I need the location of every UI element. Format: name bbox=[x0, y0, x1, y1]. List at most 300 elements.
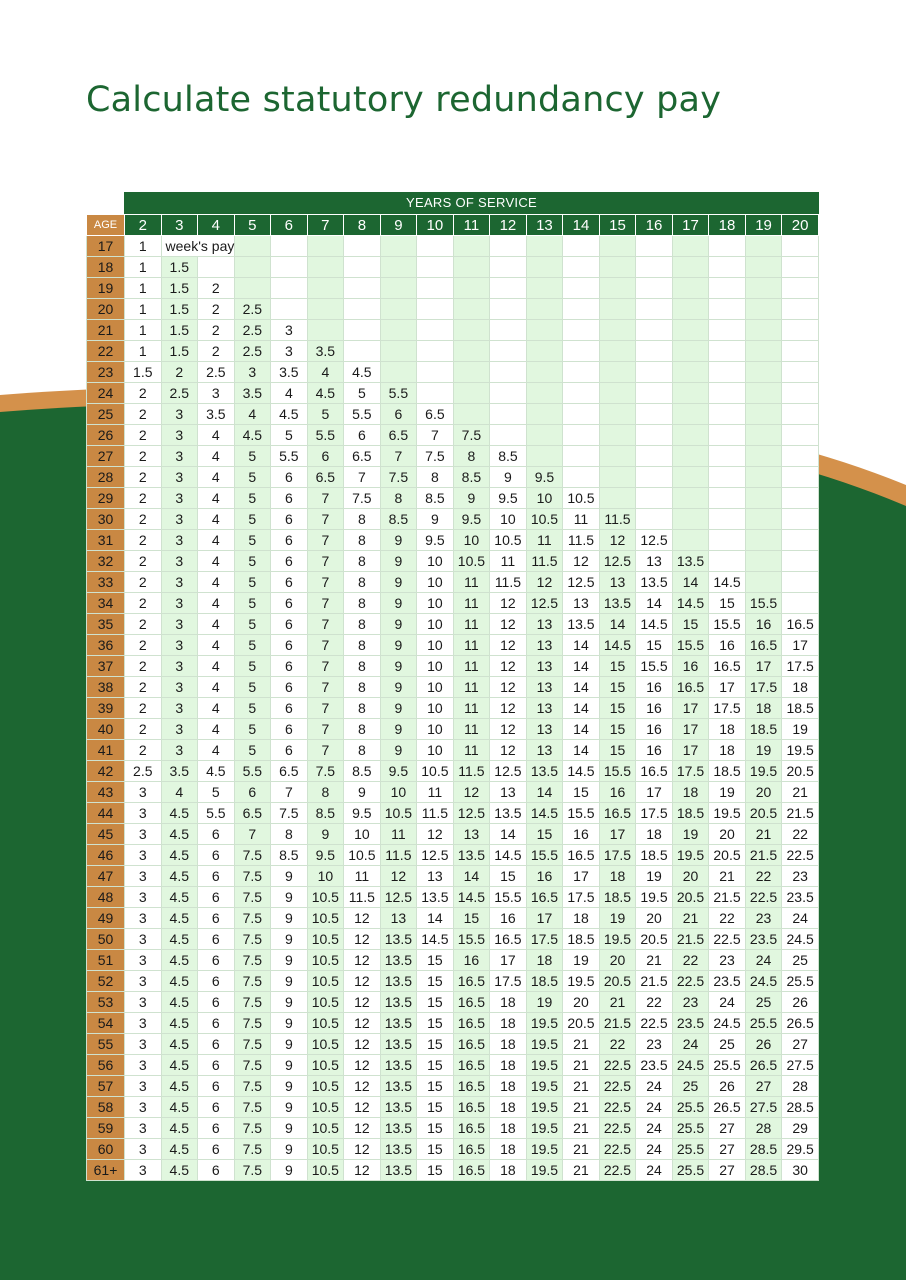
value-cell: 15.5 bbox=[563, 803, 600, 824]
value-cell: 21 bbox=[672, 908, 709, 929]
value-cell: 13 bbox=[380, 908, 417, 929]
age-cell: 47 bbox=[87, 866, 125, 887]
year-header: 20 bbox=[782, 215, 819, 236]
value-cell: 9 bbox=[307, 824, 344, 845]
value-cell: 22.5 bbox=[599, 1160, 636, 1181]
value-cell bbox=[672, 509, 709, 530]
value-cell: 28 bbox=[745, 1118, 782, 1139]
value-cell bbox=[563, 341, 600, 362]
value-cell: 4 bbox=[198, 698, 235, 719]
value-cell: 17.5 bbox=[526, 929, 563, 950]
age-cell: 20 bbox=[87, 299, 125, 320]
value-cell: 13 bbox=[490, 782, 527, 803]
value-cell: 14 bbox=[453, 866, 490, 887]
value-cell: 20.5 bbox=[745, 803, 782, 824]
value-cell bbox=[380, 320, 417, 341]
value-cell: 3 bbox=[161, 530, 198, 551]
value-cell: 23 bbox=[709, 950, 746, 971]
value-cell: 5 bbox=[234, 572, 271, 593]
value-cell: 2 bbox=[198, 320, 235, 341]
value-cell: 2.5 bbox=[234, 320, 271, 341]
value-cell: 21 bbox=[563, 1055, 600, 1076]
value-cell: 17 bbox=[672, 740, 709, 761]
value-cell: 13.5 bbox=[380, 950, 417, 971]
value-cell: 1.5 bbox=[161, 257, 198, 278]
value-cell: 5 bbox=[234, 614, 271, 635]
value-cell: 12 bbox=[417, 824, 454, 845]
value-cell: 26.5 bbox=[745, 1055, 782, 1076]
value-cell bbox=[490, 341, 527, 362]
table-row bbox=[87, 992, 819, 1013]
value-cell: 19 bbox=[526, 992, 563, 1013]
value-cell: 12 bbox=[490, 593, 527, 614]
table-row bbox=[87, 551, 819, 572]
value-cell: 4 bbox=[234, 404, 271, 425]
age-cell: 38 bbox=[87, 677, 125, 698]
value-cell: 17 bbox=[672, 719, 709, 740]
value-cell bbox=[599, 299, 636, 320]
value-cell bbox=[745, 446, 782, 467]
value-cell: 8 bbox=[344, 635, 381, 656]
value-cell: 10 bbox=[417, 677, 454, 698]
value-cell: 13 bbox=[526, 635, 563, 656]
value-cell bbox=[709, 404, 746, 425]
value-cell bbox=[672, 236, 709, 257]
value-cell: 7.5 bbox=[234, 1118, 271, 1139]
value-cell bbox=[782, 362, 819, 383]
value-cell: 17.5 bbox=[490, 971, 527, 992]
value-cell: 15 bbox=[417, 1139, 454, 1160]
value-cell: 17 bbox=[745, 656, 782, 677]
table-row bbox=[87, 824, 819, 845]
value-cell: 7 bbox=[234, 824, 271, 845]
value-cell: 14.5 bbox=[563, 761, 600, 782]
value-cell: 9 bbox=[380, 530, 417, 551]
age-cell: 48 bbox=[87, 887, 125, 908]
value-cell: 13 bbox=[526, 614, 563, 635]
value-cell: 14 bbox=[526, 782, 563, 803]
value-cell bbox=[417, 257, 454, 278]
value-cell: 19.5 bbox=[526, 1139, 563, 1160]
value-cell bbox=[599, 236, 636, 257]
value-cell: 9 bbox=[271, 1076, 308, 1097]
value-cell: 10.5 bbox=[417, 761, 454, 782]
value-cell: 16.5 bbox=[490, 929, 527, 950]
value-cell: 18.5 bbox=[782, 698, 819, 719]
table-row bbox=[87, 803, 819, 824]
value-cell: 9 bbox=[380, 572, 417, 593]
value-cell: 24.5 bbox=[745, 971, 782, 992]
table-row bbox=[87, 257, 819, 278]
value-cell: 3 bbox=[234, 362, 271, 383]
value-cell: 21 bbox=[563, 1118, 600, 1139]
value-cell: 14 bbox=[563, 635, 600, 656]
value-cell: 20 bbox=[636, 908, 673, 929]
value-cell: 21 bbox=[563, 1139, 600, 1160]
value-cell: 3 bbox=[161, 551, 198, 572]
value-cell: 15.5 bbox=[709, 614, 746, 635]
value-cell: 27 bbox=[709, 1118, 746, 1139]
value-cell: 2 bbox=[125, 404, 162, 425]
value-cell: 5.5 bbox=[344, 404, 381, 425]
value-cell: 2 bbox=[125, 719, 162, 740]
value-cell: 18 bbox=[636, 824, 673, 845]
value-cell: 13.5 bbox=[526, 761, 563, 782]
value-cell: 14 bbox=[490, 824, 527, 845]
value-cell: 24.5 bbox=[672, 1055, 709, 1076]
value-cell: 3 bbox=[125, 908, 162, 929]
age-cell: 52 bbox=[87, 971, 125, 992]
value-cell bbox=[599, 320, 636, 341]
value-cell: 6.5 bbox=[234, 803, 271, 824]
value-cell: 11 bbox=[453, 656, 490, 677]
value-cell bbox=[745, 278, 782, 299]
value-cell: 15 bbox=[417, 1118, 454, 1139]
value-cell: 6 bbox=[198, 1055, 235, 1076]
age-cell: 30 bbox=[87, 509, 125, 530]
table-row bbox=[87, 971, 819, 992]
value-cell: 5 bbox=[271, 425, 308, 446]
value-cell: 5.5 bbox=[380, 383, 417, 404]
value-cell: 9 bbox=[490, 467, 527, 488]
table-row bbox=[87, 1139, 819, 1160]
value-cell: 18 bbox=[672, 782, 709, 803]
value-cell bbox=[709, 530, 746, 551]
value-cell: 3 bbox=[161, 698, 198, 719]
value-cell: 9 bbox=[271, 1160, 308, 1181]
value-cell bbox=[672, 404, 709, 425]
value-cell bbox=[782, 467, 819, 488]
year-header: 16 bbox=[636, 215, 673, 236]
value-cell: 6 bbox=[198, 1139, 235, 1160]
value-cell: 17.5 bbox=[782, 656, 819, 677]
value-cell: 5 bbox=[234, 593, 271, 614]
value-cell: 11 bbox=[453, 635, 490, 656]
value-cell bbox=[563, 299, 600, 320]
value-cell: 6 bbox=[198, 1118, 235, 1139]
value-cell: 16 bbox=[636, 740, 673, 761]
value-cell: 20 bbox=[709, 824, 746, 845]
value-cell: 2 bbox=[125, 551, 162, 572]
year-header: 8 bbox=[344, 215, 381, 236]
value-cell bbox=[709, 236, 746, 257]
value-cell: 14 bbox=[563, 677, 600, 698]
value-cell: 21 bbox=[636, 950, 673, 971]
value-cell: 25 bbox=[745, 992, 782, 1013]
value-cell bbox=[709, 446, 746, 467]
value-cell: 7 bbox=[307, 572, 344, 593]
value-cell bbox=[782, 488, 819, 509]
value-cell bbox=[599, 362, 636, 383]
value-cell: 24 bbox=[709, 992, 746, 1013]
value-cell: 9.5 bbox=[307, 845, 344, 866]
value-cell bbox=[709, 488, 746, 509]
value-cell bbox=[782, 425, 819, 446]
value-cell: 15 bbox=[672, 614, 709, 635]
value-cell: 25 bbox=[782, 950, 819, 971]
value-cell: 8 bbox=[271, 824, 308, 845]
value-cell: 22.5 bbox=[782, 845, 819, 866]
value-cell bbox=[782, 572, 819, 593]
value-cell: 16 bbox=[636, 677, 673, 698]
value-cell: 14 bbox=[599, 614, 636, 635]
value-cell bbox=[709, 320, 746, 341]
value-cell: 19 bbox=[745, 740, 782, 761]
value-cell: 16 bbox=[490, 908, 527, 929]
value-cell: 17.5 bbox=[636, 803, 673, 824]
value-cell: 2 bbox=[125, 530, 162, 551]
value-cell: 6 bbox=[198, 887, 235, 908]
value-cell bbox=[782, 383, 819, 404]
value-cell: 16.5 bbox=[782, 614, 819, 635]
value-cell: 6 bbox=[198, 845, 235, 866]
value-cell: 12 bbox=[490, 698, 527, 719]
value-cell bbox=[380, 257, 417, 278]
value-cell: 22 bbox=[709, 908, 746, 929]
value-cell: 19.5 bbox=[782, 740, 819, 761]
value-cell: 11 bbox=[563, 509, 600, 530]
value-cell: 12 bbox=[344, 1013, 381, 1034]
value-cell: 6 bbox=[271, 635, 308, 656]
value-cell: 16.5 bbox=[453, 1139, 490, 1160]
value-cell: 15 bbox=[417, 950, 454, 971]
value-cell: 21.5 bbox=[599, 1013, 636, 1034]
value-cell bbox=[636, 404, 673, 425]
year-header: 15 bbox=[599, 215, 636, 236]
value-cell bbox=[745, 341, 782, 362]
value-cell: 10.5 bbox=[307, 1013, 344, 1034]
value-cell: 22.5 bbox=[672, 971, 709, 992]
value-cell: 8 bbox=[344, 551, 381, 572]
value-cell: 6 bbox=[198, 950, 235, 971]
value-cell: 18 bbox=[490, 1076, 527, 1097]
table-row bbox=[87, 320, 819, 341]
value-cell: 10.5 bbox=[563, 488, 600, 509]
value-cell: 7.5 bbox=[234, 1013, 271, 1034]
value-cell: 8 bbox=[344, 509, 381, 530]
value-cell: 27.5 bbox=[782, 1055, 819, 1076]
age-cell: 18 bbox=[87, 257, 125, 278]
value-cell: 16 bbox=[563, 824, 600, 845]
value-cell: 12.5 bbox=[417, 845, 454, 866]
value-cell: 5.5 bbox=[198, 803, 235, 824]
value-cell bbox=[417, 383, 454, 404]
value-cell: 16.5 bbox=[453, 1097, 490, 1118]
value-cell bbox=[526, 299, 563, 320]
value-cell bbox=[307, 320, 344, 341]
value-cell: 4 bbox=[198, 740, 235, 761]
value-cell: 16.5 bbox=[599, 803, 636, 824]
year-header: 7 bbox=[307, 215, 344, 236]
value-cell: 7 bbox=[307, 719, 344, 740]
table-row bbox=[87, 740, 819, 761]
value-cell bbox=[782, 530, 819, 551]
value-cell: 10 bbox=[307, 866, 344, 887]
value-cell: 18.5 bbox=[599, 887, 636, 908]
value-cell: 19.5 bbox=[563, 971, 600, 992]
value-cell: 16 bbox=[636, 719, 673, 740]
value-cell bbox=[672, 257, 709, 278]
value-cell: 9 bbox=[271, 908, 308, 929]
value-cell: 1 bbox=[125, 257, 162, 278]
value-cell bbox=[271, 257, 308, 278]
age-cell: 43 bbox=[87, 782, 125, 803]
value-cell: 22.5 bbox=[599, 1097, 636, 1118]
value-cell: 15.5 bbox=[599, 761, 636, 782]
age-cell: 46 bbox=[87, 845, 125, 866]
value-cell: 9 bbox=[380, 677, 417, 698]
age-cell: 34 bbox=[87, 593, 125, 614]
value-cell bbox=[490, 404, 527, 425]
value-cell: 9 bbox=[271, 971, 308, 992]
value-cell: 3 bbox=[161, 656, 198, 677]
value-cell bbox=[490, 278, 527, 299]
age-cell: 35 bbox=[87, 614, 125, 635]
value-cell: 7 bbox=[271, 782, 308, 803]
table-row bbox=[87, 530, 819, 551]
value-cell: 2 bbox=[125, 509, 162, 530]
value-cell: 1.5 bbox=[125, 362, 162, 383]
value-cell bbox=[526, 362, 563, 383]
value-cell: 8 bbox=[453, 446, 490, 467]
value-cell: 9 bbox=[380, 635, 417, 656]
value-cell: 5 bbox=[234, 677, 271, 698]
value-cell: 9 bbox=[380, 551, 417, 572]
year-header: 3 bbox=[161, 215, 198, 236]
value-cell: 3 bbox=[161, 509, 198, 530]
value-cell: 15 bbox=[526, 824, 563, 845]
value-cell: 18 bbox=[490, 1055, 527, 1076]
value-cell bbox=[709, 467, 746, 488]
age-cell: 17 bbox=[87, 236, 125, 257]
value-cell: 4.5 bbox=[234, 425, 271, 446]
value-cell: 7.5 bbox=[234, 1139, 271, 1160]
value-cell: 5 bbox=[344, 383, 381, 404]
value-cell: 12.5 bbox=[380, 887, 417, 908]
value-cell: 25.5 bbox=[672, 1097, 709, 1118]
value-cell: 18.5 bbox=[672, 803, 709, 824]
value-cell: 22.5 bbox=[599, 1076, 636, 1097]
value-cell bbox=[490, 257, 527, 278]
value-cell: 7 bbox=[307, 740, 344, 761]
age-cell: 23 bbox=[87, 362, 125, 383]
age-cell: 29 bbox=[87, 488, 125, 509]
value-cell: 7.5 bbox=[417, 446, 454, 467]
value-cell: 7 bbox=[307, 488, 344, 509]
value-cell: 11 bbox=[490, 551, 527, 572]
value-cell: 19.5 bbox=[636, 887, 673, 908]
value-cell bbox=[417, 320, 454, 341]
value-cell: 1.5 bbox=[161, 320, 198, 341]
value-cell: 19 bbox=[636, 866, 673, 887]
value-cell bbox=[782, 341, 819, 362]
value-cell: 3.5 bbox=[271, 362, 308, 383]
value-cell bbox=[271, 236, 308, 257]
value-cell: 14 bbox=[563, 698, 600, 719]
value-cell: 4.5 bbox=[161, 845, 198, 866]
value-cell: 7 bbox=[344, 467, 381, 488]
value-cell: 1.5 bbox=[161, 278, 198, 299]
value-cell: 21 bbox=[709, 866, 746, 887]
value-cell bbox=[599, 467, 636, 488]
value-cell bbox=[307, 278, 344, 299]
value-cell: 10.5 bbox=[307, 1076, 344, 1097]
value-cell: 17 bbox=[672, 698, 709, 719]
value-cell: 6 bbox=[271, 656, 308, 677]
value-cell: 12 bbox=[344, 1139, 381, 1160]
value-cell: 3 bbox=[125, 929, 162, 950]
value-cell: 8 bbox=[344, 593, 381, 614]
age-cell: 24 bbox=[87, 383, 125, 404]
value-cell bbox=[563, 236, 600, 257]
value-cell: 1 bbox=[125, 236, 162, 257]
value-cell: 4.5 bbox=[198, 761, 235, 782]
value-cell bbox=[526, 446, 563, 467]
value-cell: 7 bbox=[307, 593, 344, 614]
value-cell: 2 bbox=[125, 677, 162, 698]
value-cell: 14 bbox=[563, 740, 600, 761]
value-cell: 9.5 bbox=[526, 467, 563, 488]
value-cell bbox=[636, 257, 673, 278]
value-cell: 7.5 bbox=[234, 1097, 271, 1118]
value-cell: 4.5 bbox=[161, 1034, 198, 1055]
value-cell: 18 bbox=[563, 908, 600, 929]
value-cell: 22 bbox=[782, 824, 819, 845]
value-cell: 4 bbox=[198, 677, 235, 698]
value-cell: 10.5 bbox=[307, 908, 344, 929]
value-cell: 5.5 bbox=[271, 446, 308, 467]
value-cell: 12 bbox=[563, 551, 600, 572]
value-cell: 22 bbox=[636, 992, 673, 1013]
year-header: 13 bbox=[526, 215, 563, 236]
value-cell bbox=[745, 488, 782, 509]
value-cell: 2.5 bbox=[234, 341, 271, 362]
value-cell: 4.5 bbox=[161, 971, 198, 992]
value-cell: 2 bbox=[125, 656, 162, 677]
value-cell bbox=[636, 236, 673, 257]
value-cell: 25.5 bbox=[782, 971, 819, 992]
value-cell bbox=[453, 320, 490, 341]
value-cell: 12.5 bbox=[636, 530, 673, 551]
value-cell: 7.5 bbox=[234, 971, 271, 992]
value-cell: 6 bbox=[198, 1160, 235, 1181]
value-cell: 25 bbox=[709, 1034, 746, 1055]
value-cell: 8 bbox=[417, 467, 454, 488]
table-row bbox=[87, 362, 819, 383]
table-row bbox=[87, 467, 819, 488]
value-cell: 12 bbox=[526, 572, 563, 593]
value-cell: 25 bbox=[672, 1076, 709, 1097]
value-cell: 20.5 bbox=[672, 887, 709, 908]
value-cell: 21 bbox=[563, 1097, 600, 1118]
value-cell: 25.5 bbox=[672, 1160, 709, 1181]
value-cell bbox=[380, 278, 417, 299]
value-cell: 7 bbox=[307, 614, 344, 635]
value-cell: 7 bbox=[307, 635, 344, 656]
value-cell: 7.5 bbox=[453, 425, 490, 446]
value-cell bbox=[745, 404, 782, 425]
value-cell: 13.5 bbox=[563, 614, 600, 635]
value-cell: 11 bbox=[453, 740, 490, 761]
value-cell: 15 bbox=[417, 1097, 454, 1118]
value-cell: 3 bbox=[161, 572, 198, 593]
value-cell: 11 bbox=[453, 572, 490, 593]
value-cell: 15 bbox=[599, 719, 636, 740]
age-cell: 40 bbox=[87, 719, 125, 740]
value-cell: 13.5 bbox=[380, 1013, 417, 1034]
value-cell bbox=[234, 236, 271, 257]
value-cell: 7.5 bbox=[344, 488, 381, 509]
